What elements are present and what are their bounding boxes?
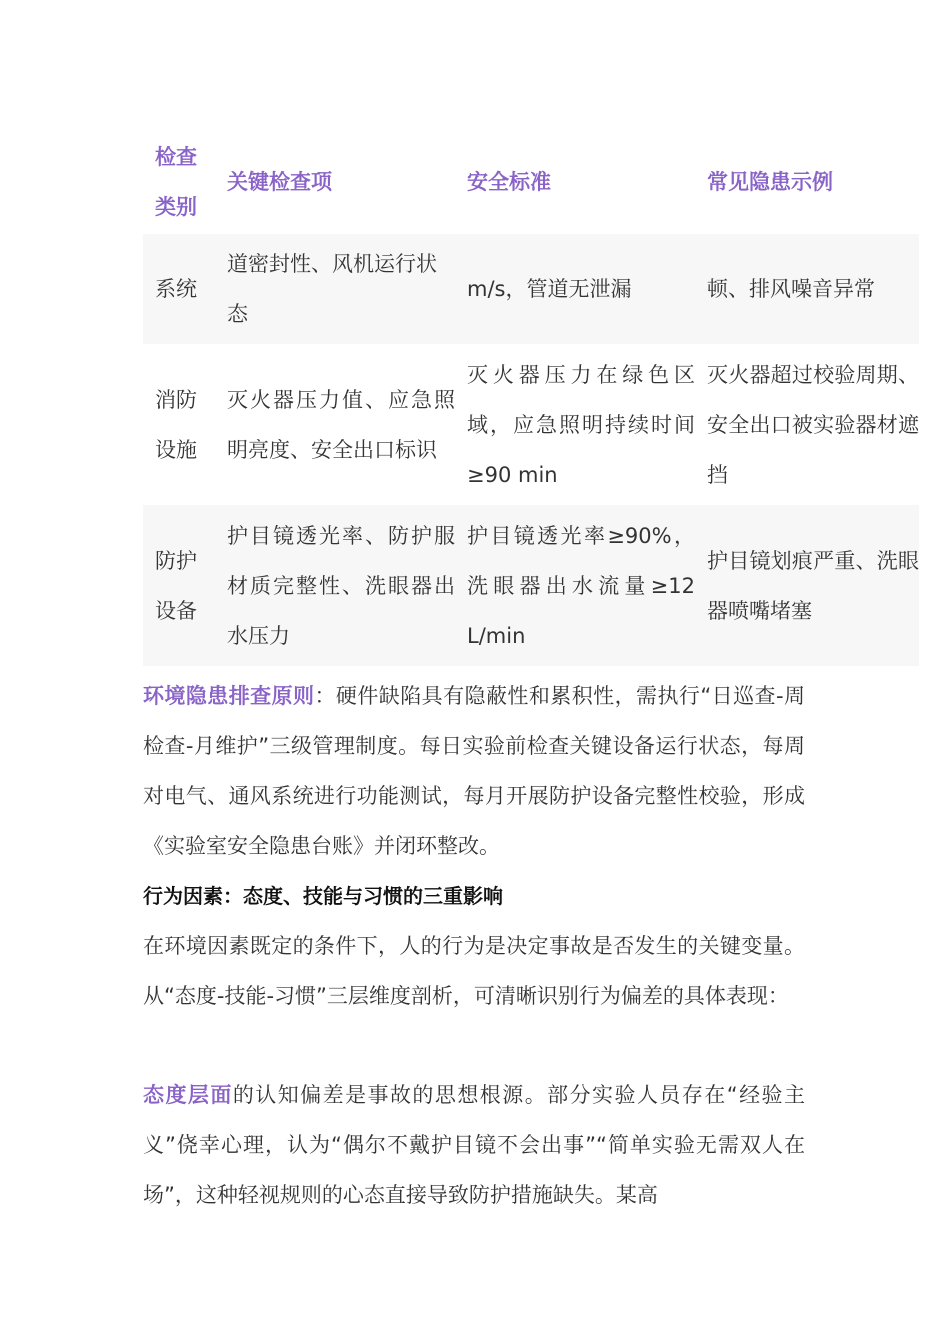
cell-items: 灭火器压力值、应急照明亮度、安全出口标识: [227, 387, 455, 462]
cell-category: 消防设施: [155, 387, 197, 462]
paragraph-attitude: [143, 1070, 805, 1220]
cell-items: 道密封性、风机运行状态: [215, 234, 455, 344]
table-row: [143, 344, 919, 505]
cell-risk: 顿、排风噪音异常: [695, 234, 919, 344]
paragraph-body: ：硬件缺陷具有隐蔽性和累积性，需执行“日巡查-周检查-月维护”三级管理制度。每日实验前检查关键设备运行状态，每周对电气、通风系统进行功能测试，每月开展防护设备完整性校验，形成《实验室安全隐患台账》并闭环整改。: [143, 684, 805, 858]
table-row: [143, 234, 919, 344]
paragraph-lead-term: 态度层面: [143, 1083, 233, 1107]
paragraph-behavior-intro: 在环境因素既定的条件下，人的行为是决定事故是否发生的关键变量。从“态度-技能-习惯”三层维度剖析，可清晰识别行为偏差的具体表现：: [143, 934, 805, 1008]
paragraph-body: 的认知偏差是事故的思想根源。部分实验人员存在“经验主义”侥幸心理，认为“偶尔不戴护目镜不会出事”“简单实验无需双人在场”，这种轻视规则的心态直接导致防护措施缺失。某高: [143, 1083, 805, 1207]
cell-items: 护目镜透光率、防护服材质完整性、洗眼器出水压力: [215, 505, 455, 666]
cell-standard: 灭火器压力在绿色区域，应急照明持续时间≥90 min: [467, 362, 695, 487]
header-common-risks: 常见隐患示例: [707, 170, 833, 194]
header-key-items: 关键检查项: [227, 170, 332, 194]
cell-category: 系统: [143, 234, 215, 344]
cell-standard: m/s，管道无泄漏: [455, 234, 695, 344]
safety-inspection-table: [143, 130, 919, 666]
table-header-row: [143, 130, 919, 234]
paragraph-environment-principle: [143, 671, 805, 871]
section-heading: 行为因素：态度、技能与习惯的三重影响: [143, 884, 503, 908]
cell-risk: 护目镜划痕严重、洗眼器喷嘴堵塞: [695, 505, 919, 666]
table-row: [143, 505, 919, 666]
header-safety-standard: 安全标准: [467, 170, 551, 194]
paragraph-lead-term: 环境隐患排查原则: [143, 684, 315, 708]
cell-category: 防护设备: [143, 505, 215, 666]
cell-risk: 灭火器超过校验周期、安全出口被实验器材遮挡: [707, 362, 919, 487]
cell-standard: 护目镜透光率≥90%，洗眼器出水流量≥12 L/min: [455, 505, 695, 666]
header-category: 检查类别: [155, 145, 197, 219]
